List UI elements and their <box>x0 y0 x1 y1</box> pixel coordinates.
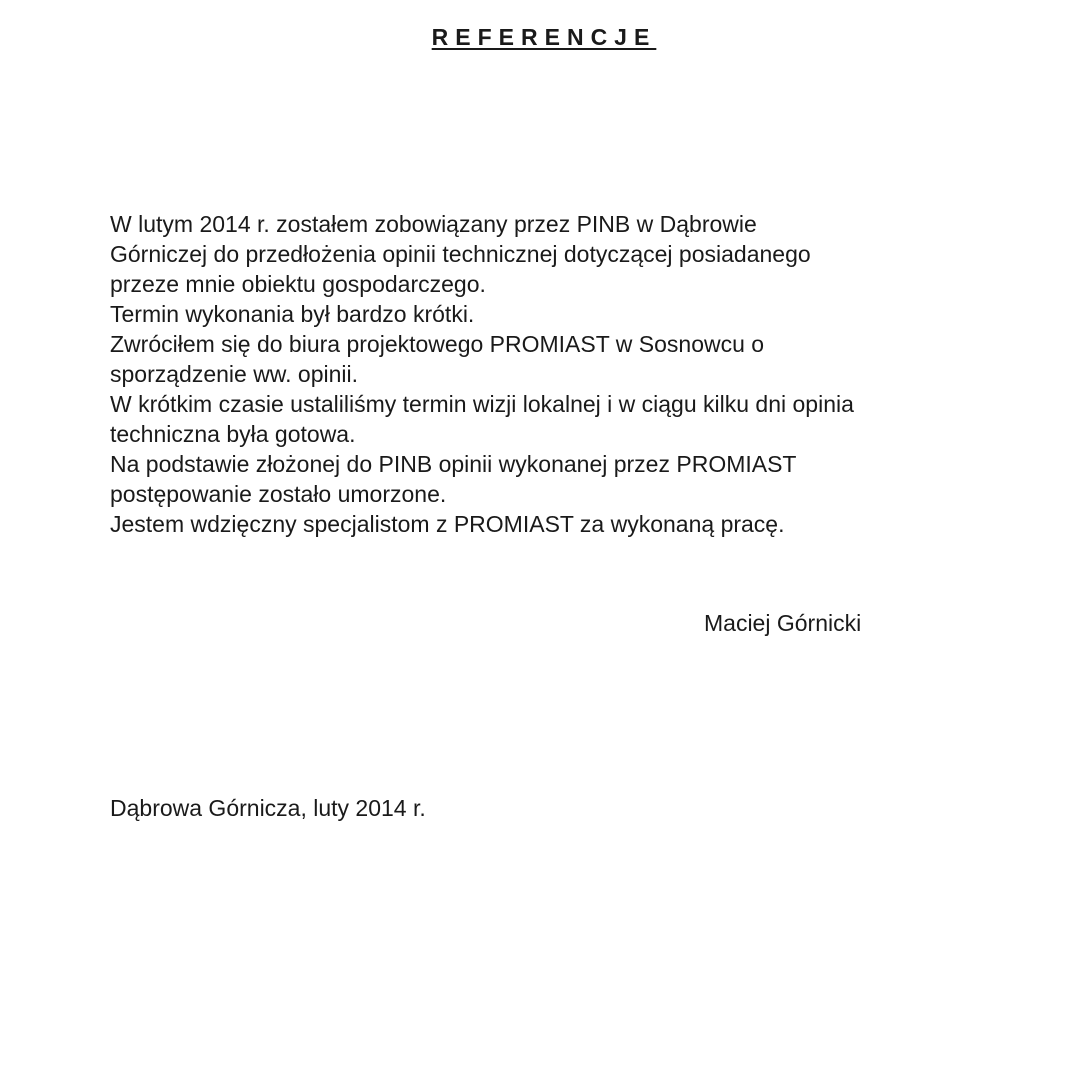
body-line: postępowanie zostało umorzone. <box>110 481 447 507</box>
letter-body <box>110 209 1010 539</box>
body-line: Zwróciłem się do biura projektowego PROMIAST w Sosnowcu o <box>110 331 765 357</box>
body-line: techniczna była gotowa. <box>110 421 356 447</box>
signature: Maciej Górnicki <box>704 610 862 636</box>
document-title-text: REFERENCJE <box>431 24 657 50</box>
body-line: sporządzenie ww. opinii. <box>110 361 359 387</box>
body-line: W krótkim czasie ustaliliśmy termin wizji lokalnej i w ciągu kilku dni opinia <box>110 391 854 417</box>
document-title <box>0 22 1081 52</box>
body-line: Górniczej do przedłożenia opinii technicznej dotyczącej posiadanego <box>110 241 811 267</box>
body-line: Termin wykonania był bardzo krótki. <box>110 301 475 327</box>
body-line: Jestem wdzięczny specjalistom z PROMIAST za wykonaną pracę. <box>110 511 785 537</box>
body-line: przeze mnie obiektu gospodarczego. <box>110 271 486 297</box>
place-and-date: Dąbrowa Górnicza, luty 2014 r. <box>110 795 426 821</box>
body-line: Na podstawie złożonej do PINB opinii wykonanej przez PROMIAST <box>110 451 797 477</box>
body-line: W lutym 2014 r. zostałem zobowiązany przez PINB w Dąbrowie <box>110 211 757 237</box>
